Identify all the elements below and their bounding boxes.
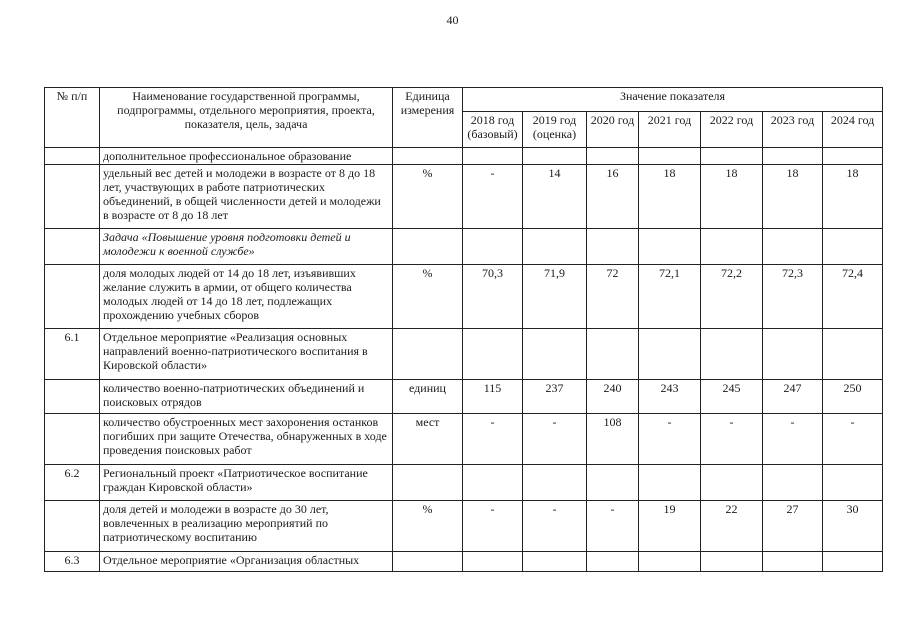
header-year: 2021 год xyxy=(639,112,701,148)
row-value xyxy=(823,465,883,501)
row-name: доля детей и молодежи в возрасте до 30 лет, вовлеченных в реализацию мероприятий по патриотическому воспитанию xyxy=(100,501,393,552)
row-value xyxy=(587,229,639,265)
row-value: 72,3 xyxy=(763,265,823,329)
row-value: - xyxy=(463,165,523,229)
row-num: 6.3 xyxy=(45,552,100,572)
row-value: 115 xyxy=(463,380,523,414)
table-row xyxy=(45,501,883,552)
header-unit: Единица измерения xyxy=(393,88,463,148)
table-row xyxy=(45,329,883,380)
row-value: 250 xyxy=(823,380,883,414)
row-value: 240 xyxy=(587,380,639,414)
row-num xyxy=(45,380,100,414)
row-value xyxy=(587,552,639,572)
row-unit xyxy=(393,465,463,501)
row-name: удельный вес детей и молодежи в возрасте от 8 до 18 лет, участвующих в работе патриотических объединений, в общей численности детей и молодежи в возрасте от 8 до 18 лет xyxy=(100,165,393,229)
row-value: 72 xyxy=(587,265,639,329)
row-unit: единиц xyxy=(393,380,463,414)
row-unit xyxy=(393,329,463,380)
row-value: 27 xyxy=(763,501,823,552)
header-year: 2020 год xyxy=(587,112,639,148)
row-unit xyxy=(393,229,463,265)
row-value: 72,1 xyxy=(639,265,701,329)
row-value: 30 xyxy=(823,501,883,552)
row-value: - xyxy=(463,414,523,465)
row-value: 16 xyxy=(587,165,639,229)
row-value xyxy=(523,329,587,380)
header-year: 2018 год (базовый) xyxy=(463,112,523,148)
table-row xyxy=(45,465,883,501)
row-num xyxy=(45,265,100,329)
indicator-table xyxy=(44,87,883,572)
row-value: 70,3 xyxy=(463,265,523,329)
row-name: количество обустроенных мест захоронения останков погибших при защите Отечества, обнаруженных в ходе проведения поисковых работ xyxy=(100,414,393,465)
header-name: Наименование государственной программы, подпрограммы, отдельного мероприятия, проекта, показателя, цель, задача xyxy=(100,88,393,148)
row-name: Отдельное мероприятие «Реализация основных направлений военно-патриотического воспитания в Кировской области» xyxy=(100,329,393,380)
header-year: 2024 год xyxy=(823,112,883,148)
row-unit: % xyxy=(393,165,463,229)
row-num: 6.1 xyxy=(45,329,100,380)
table-header xyxy=(45,88,883,148)
row-value: - xyxy=(587,501,639,552)
row-value: 18 xyxy=(763,165,823,229)
row-value xyxy=(639,465,701,501)
header-num: № п/п xyxy=(45,88,100,148)
row-value xyxy=(463,229,523,265)
row-value xyxy=(823,552,883,572)
row-value xyxy=(639,552,701,572)
row-value xyxy=(587,465,639,501)
row-num xyxy=(45,501,100,552)
row-num: 6.2 xyxy=(45,465,100,501)
row-value xyxy=(823,329,883,380)
row-value: 18 xyxy=(823,165,883,229)
table-row xyxy=(45,165,883,229)
row-value: 237 xyxy=(523,380,587,414)
row-unit: % xyxy=(393,501,463,552)
table-row xyxy=(45,148,883,165)
row-num xyxy=(45,414,100,465)
row-value xyxy=(523,148,587,165)
row-value: 14 xyxy=(523,165,587,229)
row-value xyxy=(701,465,763,501)
header-year: 2023 год xyxy=(763,112,823,148)
row-value: 72,4 xyxy=(823,265,883,329)
row-value xyxy=(763,229,823,265)
row-value xyxy=(763,552,823,572)
row-value xyxy=(639,148,701,165)
row-name: Региональный проект «Патриотическое воспитание граждан Кировской области» xyxy=(100,465,393,501)
row-value xyxy=(763,148,823,165)
row-value: - xyxy=(523,414,587,465)
row-num xyxy=(45,229,100,265)
row-value: 18 xyxy=(639,165,701,229)
row-value: - xyxy=(823,414,883,465)
row-value xyxy=(523,229,587,265)
row-value: 72,2 xyxy=(701,265,763,329)
row-value xyxy=(763,329,823,380)
row-name: Задача «Повышение уровня подготовки детей и молодежи к военной службе» xyxy=(100,229,393,265)
row-value xyxy=(823,229,883,265)
row-value xyxy=(463,465,523,501)
header-year: 2019 год (оценка) xyxy=(523,112,587,148)
row-num xyxy=(45,165,100,229)
row-name: дополнительное профессиональное образование xyxy=(100,148,393,165)
page-number: 40 xyxy=(446,13,459,27)
row-value xyxy=(701,148,763,165)
row-value xyxy=(823,148,883,165)
row-value xyxy=(587,329,639,380)
row-name: доля молодых людей от 14 до 18 лет, изъявивших желание служить в армии, от общего количества молодых людей от 14 до 18 лет, подлежащих прохождению учебных сборов xyxy=(100,265,393,329)
row-value xyxy=(463,329,523,380)
table-row xyxy=(45,414,883,465)
row-unit: мест xyxy=(393,414,463,465)
row-num xyxy=(45,148,100,165)
row-value xyxy=(463,148,523,165)
row-value xyxy=(701,552,763,572)
row-unit xyxy=(393,148,463,165)
row-value: - xyxy=(639,414,701,465)
row-value xyxy=(701,329,763,380)
row-unit: % xyxy=(393,265,463,329)
row-name: количество военно-патриотических объединений и поисковых отрядов xyxy=(100,380,393,414)
row-value: 245 xyxy=(701,380,763,414)
table-row xyxy=(45,265,883,329)
row-value: - xyxy=(763,414,823,465)
row-value xyxy=(763,465,823,501)
table-row xyxy=(45,229,883,265)
row-value: - xyxy=(463,501,523,552)
table-row xyxy=(45,552,883,572)
row-value: 22 xyxy=(701,501,763,552)
row-value xyxy=(587,148,639,165)
row-value xyxy=(639,329,701,380)
row-value: 18 xyxy=(701,165,763,229)
table-row xyxy=(45,380,883,414)
row-value: 243 xyxy=(639,380,701,414)
row-value: 19 xyxy=(639,501,701,552)
row-value xyxy=(701,229,763,265)
row-value: - xyxy=(701,414,763,465)
row-value: 247 xyxy=(763,380,823,414)
row-value: 108 xyxy=(587,414,639,465)
row-name: Отдельное мероприятие «Организация областных xyxy=(100,552,393,572)
header-value-group: Значение показателя xyxy=(463,88,883,112)
row-value: - xyxy=(523,501,587,552)
header-year: 2022 год xyxy=(701,112,763,148)
row-value xyxy=(523,465,587,501)
row-value xyxy=(639,229,701,265)
row-unit xyxy=(393,552,463,572)
table-body xyxy=(45,148,883,572)
row-value xyxy=(523,552,587,572)
row-value: 71,9 xyxy=(523,265,587,329)
row-value xyxy=(463,552,523,572)
